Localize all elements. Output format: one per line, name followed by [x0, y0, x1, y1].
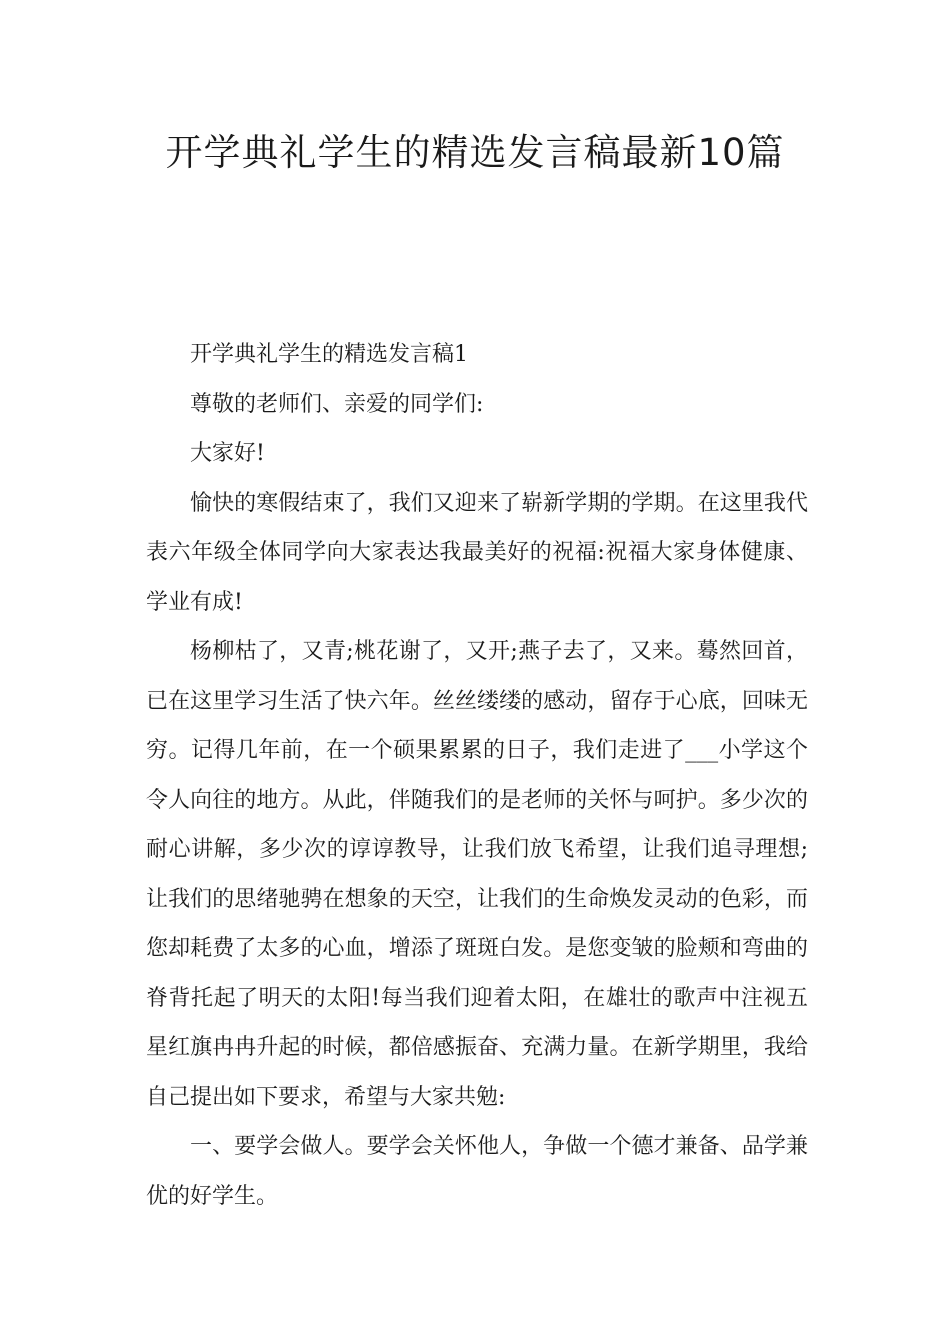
greeting: 大家好! — [190, 441, 265, 466]
section-heading: 开学典礼学生的精选发言稿1 — [190, 342, 468, 367]
body-paragraph: 一、要学会做人。要学会关怀他人，争做一个德才兼备、品学兼优的好学生。 — [146, 1134, 808, 1209]
body-paragraph: 杨柳枯了，又青;桃花谢了，又开;燕子去了，又来。蓦然回首，已在这里学习生活了快六年。丝丝缕缕的感动，留存于心底，回味无穷。记得几年前，在一个硕果累累的日子，我们走进了___小学这个令人向往的地方。从此，伴随我们的是老师的关怀与呵护。多少次的耐心讲解，多少次的谆谆教导，让我们放飞希望，让我们追寻理想;让我们的思绪驰骋在想象的天空，让我们的生命焕发灵动的色彩，而您却耗费了太多的心血，增添了斑斑白发。是您变皱的脸颊和弯曲的脊背托起了明天的太阳!每当我们迎着太阳，在雄壮的歌声中注视五星红旗冉冉升起的时候，都倍感振奋、充满力量。在新学期里，我给自己提出如下要求，希望与大家共勉: — [146, 639, 808, 1110]
body-paragraph: 愉快的寒假结束了，我们又迎来了崭新学期的学期。在这里我代表六年级全体同学向大家表达我最美好的祝福:祝福大家身体健康、学业有成! — [146, 490, 808, 615]
salutation: 尊敬的老师们、亲爱的同学们: — [190, 391, 484, 417]
document-body — [146, 330, 808, 1221]
document-title: 开学典礼学生的精选发言稿最新10篇 — [165, 131, 785, 174]
